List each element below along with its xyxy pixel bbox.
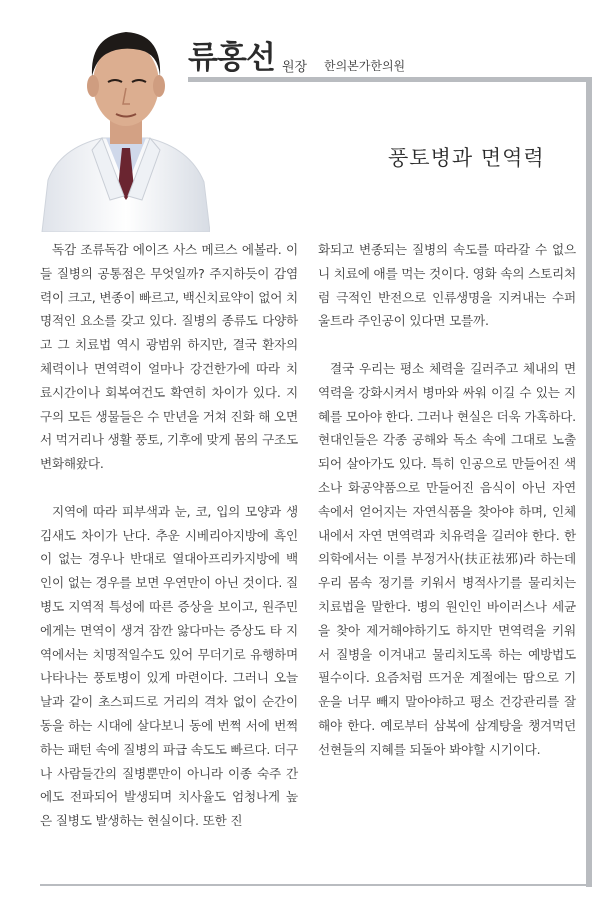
paragraph: 독감 조류독감 에이즈 사스 메르스 에볼라. 이들 질병의 공통점은 무엇일까? 주지하듯이 감염력이 크고, 변종이 빠르고, 백신치료약이 없어 치명적인 요소를 갖고 있다. 질병의 종류도 다양하고 그 치료법 역시 광범위 하지만, 결국 환자의 체력이나 면역력이 얼마나 강건한가에 따라 치료시간이나 회복여건도 확연히 차이가 있다. 지구의 모든 생물들은 수 만년을 거쳐 진화 해 오면서 먹거리나 생활 풍토, 기후에 맞게 몸의 구조도 변화해왔다. xyxy=(40,242,298,472)
header-rule xyxy=(188,77,588,82)
article-column-right xyxy=(318,238,576,762)
author-org: 한의본가한의원 xyxy=(324,59,406,73)
author-role: 원장 xyxy=(282,60,308,75)
article-column-left xyxy=(40,238,298,833)
paragraph: 지역에 따라 피부색과 눈, 코, 입의 모양과 생김새도 차이가 난다. 추운 시베리아지방에 흑인이 없는 경우나 반대로 열대아프리카지방에 백인이 없는 경우를 보면 우연만이 아닌 것이다. 질병도 지역적 특성에 따른 증상을 보이고, 원주민에게는 면역이 생겨 잠깐 앓다마는 증상도 타 지역에서는 치명적일수도 있어 무더기로 유행하며 나타나는 풍토병이 있게 마련이다. 그러니 오늘날과 같이 초스피드로 거리의 격차 없이 순간이동을 하는 시대에 살다보니 동에 번쩍 서에 번쩍 하는 패턴 속에 질병의 파급 속도도 빠르다. 더구나 사람들간의 질병뿐만이 아니라 이종 숙주 간에도 전파되어 발생되며 치사율도 엄청나게 높은 질병도 발생하는 현실이다. 또한 진 xyxy=(40,503,298,829)
author-portrait xyxy=(40,10,210,232)
article-headline: 풍토병과 면역력 xyxy=(388,146,545,170)
bottom-rule xyxy=(40,884,592,886)
paragraph: 화되고 변종되는 질병의 속도를 따라갈 수 없으니 치료에 애를 먹는 것이다. 영화 속의 스토리처럼 극적인 반전으로 인류생명을 지켜내는 수퍼 울트라 주인공이 있다면 모를까. xyxy=(318,242,576,329)
paragraph: 결국 우리는 평소 체력을 길러주고 체내의 면역력을 강화시켜서 병마와 싸워 이길 수 있는 지혜를 모아야 한다. 그러나 현실은 더욱 가혹하다. 현대인들은 각종 공해와 독소 속에 그대로 노출되어 살아가도 있다. 특히 인공으로 만들어진 색소나 화공약품으로 만들어진 음식이 아닌 자연 속에서 얻어지는 자연식품을 찾아야 하며, 인체 내에서 자연 면역력과 치유력을 길러야 한다. 한의학에서는 이를 부정거사(扶正祛邪)라 하는데 우리 몸속 정기를 키워서 병적사기를 물리치는 치료법을 말한다. 병의 원인인 바이러스나 세균을 찾아 제거해야하기도 하지만 면역력을 키워서 질병을 이겨내고 물리치도록 하는 예방법도 필수이다. 요즘처럼 뜨거운 계절에는 땀으로 기운을 너무 빼지 말아야하고 평소 건강관리를 잘 해야 한다. 예로부터 삼복에 삼계탕을 챙겨먹던 선현들의 지혜를 되돌아 봐야할 시기이다. xyxy=(318,360,576,757)
right-border-bar xyxy=(586,77,592,887)
author-name: 류홍선 xyxy=(188,40,275,76)
